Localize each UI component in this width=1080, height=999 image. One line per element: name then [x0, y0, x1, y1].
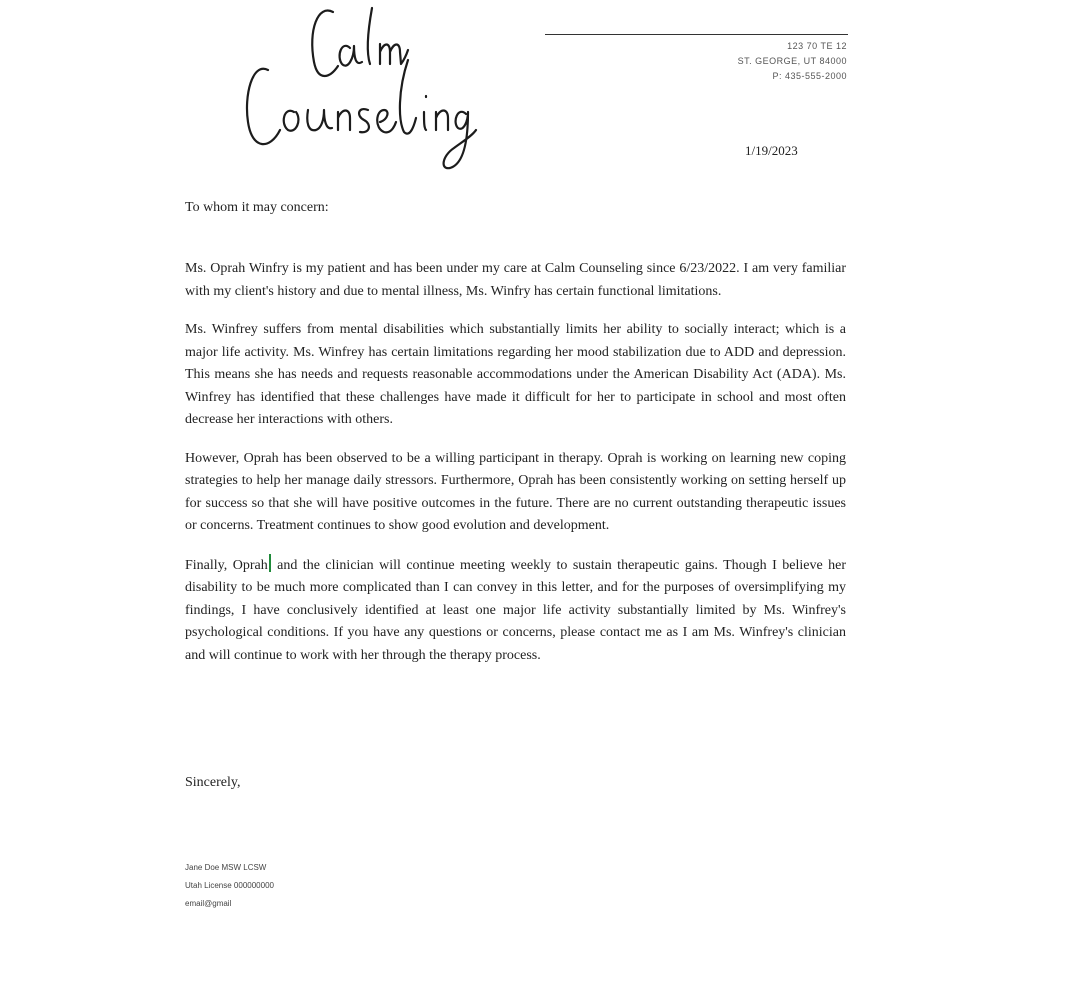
signature-block	[185, 859, 274, 913]
address-line-2: ST. GEORGE, UT 84000	[737, 56, 847, 66]
calm-counseling-logo	[238, 0, 478, 180]
text-cursor	[269, 554, 271, 572]
paragraph-3[interactable]: However, Oprah has been observed to be a willing participant in therapy. Oprah is working on learning new coping strategies to help her manage daily stressors. Furthermore, Oprah has been consistently working on setting herself up for success so that she will have positive outcomes in the future. There are no current outstanding therapeutic issues or concerns. Treatment continues to show good evolution and development.	[185, 450, 846, 533]
address-line-3: P: 435-555-2000	[772, 71, 847, 81]
paragraph-1[interactable]: Ms. Oprah Winfry is my patient and has been under my care at Calm Counseling since 6/23/2022. I am very familiar with my client's history and due to mental illness, Ms. Winfry has certain functional limitations.	[185, 261, 846, 299]
letter-date: 1/19/2023	[745, 143, 798, 158]
letter-body[interactable]	[185, 258, 846, 683]
letterhead-address	[738, 39, 847, 84]
signature-name: Jane Doe MSW LCSW	[185, 863, 267, 872]
paragraph-4[interactable]	[185, 554, 846, 668]
address-line-1: 123 70 TE 12	[787, 41, 847, 51]
logo-script-art	[238, 0, 478, 180]
salutation: To whom it may concern:	[185, 200, 329, 215]
paragraph-4-start: Finally, Oprah	[185, 557, 268, 573]
signature-license: Utah License 000000000	[185, 881, 274, 890]
signature-email: email@gmail	[185, 899, 232, 908]
closing: Sincerely,	[185, 775, 241, 790]
paragraph-2[interactable]: Ms. Winfrey suffers from mental disabilities which substantially limits her ability to socially interact; which is a major life activity. Ms. Winfrey has certain limitations regarding her mood stabilization due to ADD and depression. This means she has needs and requests reasonable accommodations under the American Disability Act (ADA). Ms. Winfrey has identified that these challenges have made it difficult for her to participate in school and most often decrease her interactions with others.	[185, 322, 846, 427]
header-rule	[545, 34, 848, 35]
paragraph-4-rest: and the clinician will continue meeting weekly to sustain therapeutic gains. Though I believe her disability to be much more complicated than I can convey in this letter, and for the purposes of oversimplifying my findings, I have conclusively identified at least one major life activity substantially limited by Ms. Winfrey's psychological conditions. If you have any questions or concerns, please contact me as I am Ms. Winfrey's clinician and will continue to work with her through the therapy process.	[185, 557, 846, 663]
